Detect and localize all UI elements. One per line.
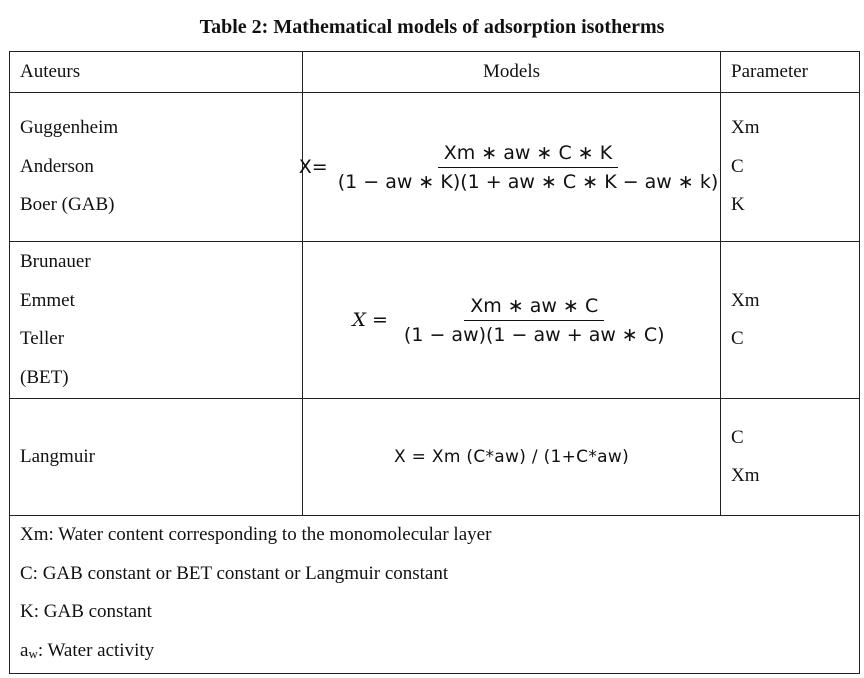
aw-symbol: a	[20, 639, 29, 661]
parameters-cell-gab	[721, 93, 860, 242]
equation-lhs: X =	[352, 309, 388, 331]
equation-numerator: Xm ∗ aw ∗ C	[464, 295, 604, 321]
author-name: Brunauer	[20, 251, 91, 272]
parameter-item: K	[731, 194, 745, 216]
note-c: C: GAB constant or BET constant or Langmuir constant	[20, 562, 449, 584]
note-aw	[20, 632, 859, 674]
parameter-item: C	[731, 155, 744, 177]
gab-equation	[298, 141, 719, 193]
author-name: Teller	[20, 328, 65, 349]
author-name: Emmet	[20, 289, 75, 311]
table-notes-row	[10, 516, 860, 674]
equation-denominator: (1 − aw ∗ K)(1 + aw ∗ C ∗ K − aw ∗ k)	[337, 170, 719, 193]
authors-cell-bet	[10, 242, 303, 399]
author-name: Guggenheim	[20, 117, 119, 139]
aw-description: : Water activity	[37, 639, 155, 661]
author-name: Boer (GAB)	[20, 194, 115, 216]
langmuir-equation: X = Xm (C*aw) / (1+C*aw)	[393, 447, 629, 467]
aw-subscript: w	[28, 645, 38, 661]
parameter-item: Xm	[731, 465, 760, 486]
parameter-item: C	[731, 426, 744, 448]
parameter-item: C	[731, 328, 744, 349]
author-name: Anderson	[20, 155, 94, 177]
authors-cell-gab	[10, 93, 303, 242]
header-parameter: Parameter	[721, 52, 860, 93]
isotherm-models-table	[9, 51, 860, 674]
table-caption: Table 2: Mathematical models of adsorption isotherms	[199, 16, 665, 38]
header-authors: Auteurs	[10, 52, 303, 93]
table-row-langmuir	[10, 399, 860, 516]
table-header-row	[10, 52, 860, 93]
parameters-cell-bet	[721, 242, 860, 399]
model-cell-bet	[303, 242, 721, 399]
parameter-item: Xm	[731, 289, 760, 311]
author-name: Langmuir	[20, 445, 95, 467]
author-name: (BET)	[20, 366, 69, 388]
authors-cell-langmuir	[10, 399, 303, 516]
model-cell-gab	[298, 93, 721, 242]
notes-cell	[10, 516, 860, 674]
equation-numerator: Xm ∗ aw ∗ C ∗ K	[438, 142, 618, 168]
header-models: Models	[303, 52, 721, 93]
note-xm: Xm: Water content corresponding to the monomolecular layer	[20, 524, 492, 545]
equation-fraction	[398, 295, 671, 346]
equation-fraction	[332, 142, 725, 193]
model-cell-langmuir	[303, 399, 721, 516]
parameter-item: Xm	[731, 117, 760, 139]
equation-lhs: X=	[298, 156, 328, 178]
table-row-gab	[10, 93, 860, 242]
parameters-cell-langmuir	[721, 399, 860, 516]
equation-denominator: (1 − aw)(1 − aw + aw ∗ C)	[403, 323, 665, 346]
bet-equation	[313, 295, 710, 346]
note-k: K: GAB constant	[20, 601, 152, 622]
table-row-bet	[10, 242, 860, 399]
